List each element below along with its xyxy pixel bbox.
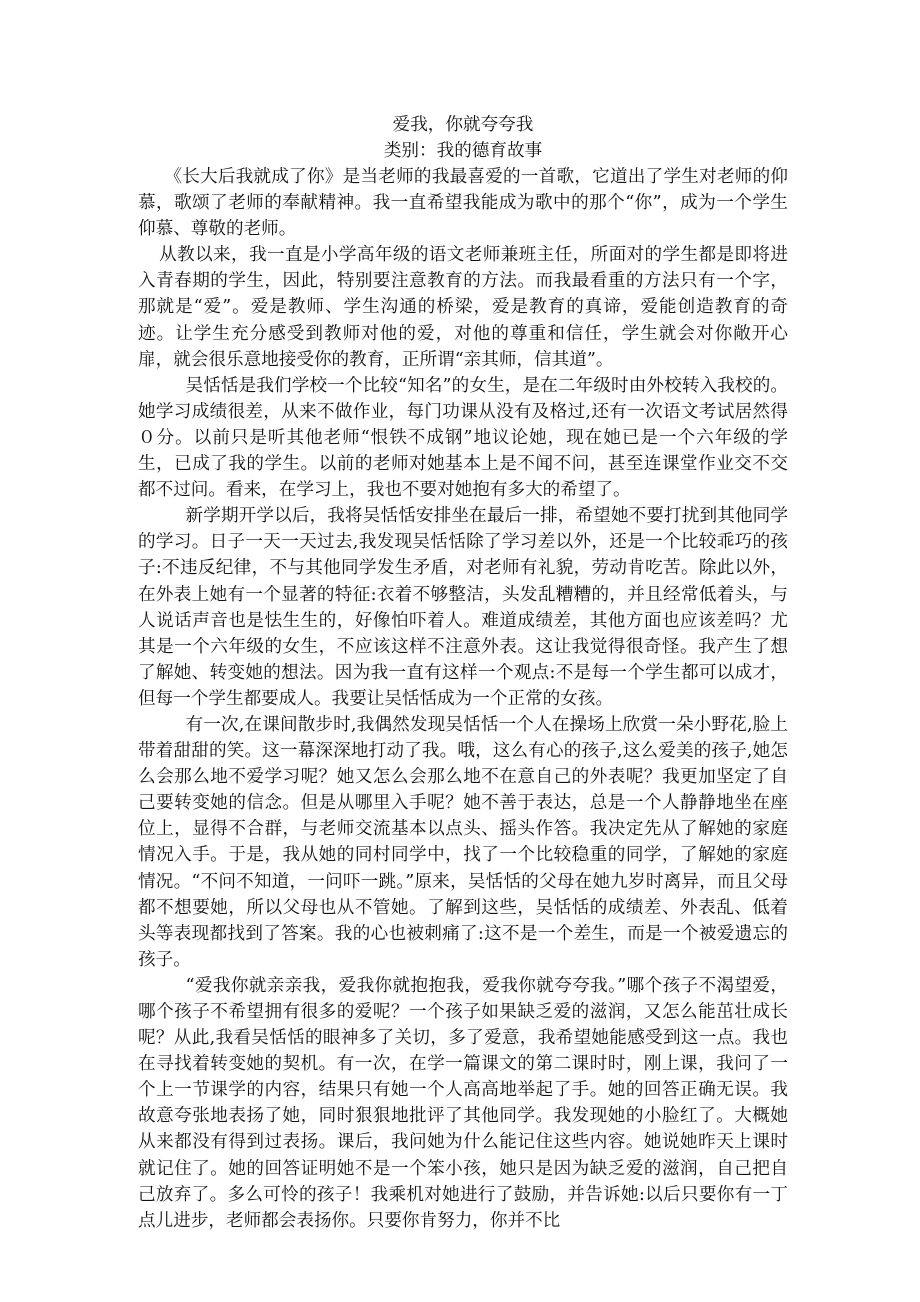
document-page — [138, 112, 788, 1234]
paragraph: 从教以来，我一直是小学高年级的语文老师兼班主任，所面对的学生都是即将进入青春期的学生，因此，特别要注意教育的方法。而我最看重的方法只有一个字，那就是“爱”。爱是教师、学生沟通的桥梁，爱是教育的真谛，爱能创造教育的奇迹。让学生充分感受到教师对他的爱，对他的尊重和信任，学生就会对你敞开心扉，就会很乐意地接受你的教育，正所谓“亲其师，信其道”。 — [138, 245, 788, 370]
document-title: 爱我，你就夸夸我 — [392, 115, 534, 135]
paragraph: 吴恬恬是我们学校一个比较“知名”的女生，是在二年级时由外校转入我校的。她学习成绩很差，从来不做作业，每门功课从没有及格过,还有一次语文考试居然得０分。以前只是听其他老师“恨铁不成钢”地议论她，现在她已是一个六年级的学生，已成了我的学生。以前的老师对她基本上是不闻不问，甚至连课堂作业交不交都不过问。看来，在学习上，我也不要对她抱有多大的希望了。 — [138, 375, 788, 501]
paragraph: 《长大后我就成了你》是当老师的我最喜爱的一首歌，它道出了学生对老师的仰慕，歌颂了老师的奉献精神。我一直希望我能成为歌中的那个“你”，成为一个学生仰慕、尊敬的老师。 — [138, 167, 788, 240]
paragraph: 新学期开学以后，我将吴恬恬安排坐在最后一排，希望她不要打扰到其他同学的学习。日子一天一天过去,我发现吴恬恬除了学习差以外，还是一个比较乖巧的孩子:不违反纪律，不与其他同学发生矛盾，对老师有礼貌，劳动肯吃苦。除此以外，在外表上她有一个显著的特征:衣着不够整洁，头发乱糟糟的，并且经常低着头，与人说话声音也是怯生生的，好像怕吓着人。难道成绩差，其他方面也应该差吗？尤其是一个六年级的女生，不应该这样不注意外表。这让我觉得很奇怪。我产生了想了解她、转变她的想法。因为我一直有这样一个观点:不是每一个学生都可以成才，但每一个学生都要成人。我要让吴恬恬成为一个正常的女孩。 — [138, 506, 788, 709]
paragraph: 有一次,在课间散步时,我偶然发现吴恬恬一个人在操场上欣赏一朵小野花,脸上带着甜甜的笑。这一幕深深地打动了我。哦，这么有心的孩子,这么爱美的孩子,她怎么会那么地不爱学习呢？她又怎么会那么地不在意自己的外表呢？我更加坚定了自己要转变她的信念。但是从哪里入手呢？她不善于表达，总是一个人静静地坐在座位上，显得不合群，与老师交流基本以点头、摇头作答。我决定先从了解她的家庭情况入手。于是，我从她的同村同学中，找了一个比较稳重的同学，了解她的家庭情况。“不问不知道，一问吓一跳。”原来，吴恬恬的父母在她九岁时离异，而且父母都不想要她，所以父母也从不管她。了解到这些，吴恬恬的成绩差、外表乱、低着头等表现都找到了答案。我的心也被刺痛了:这不是一个差生，而是一个被爱遗忘的孩子。 — [138, 714, 788, 970]
paragraph: “爱我你就亲亲我，爱我你就抱抱我，爱我你就夸夸我。”哪个孩子不渴望爱，哪个孩子不希望拥有很多的爱呢？一个孩子如果缺乏爱的滋润，又怎么能茁壮成长呢？从此,我看吴恬恬的眼神多了关切，多了爱意，我希望她能感受到这一点。我也在寻找着转变她的契机。有一次，在学一篇课文的第二课时时，刚上课，我问了一个上一节课学的内容，结果只有她一个人高高地举起了手。她的回答正确无误。我故意夸张地表扬了她，同时狠狠地批评了其他同学。我发现她的小脸红了。大概她从来都没有得到过表扬。课后，我问她为什么能记住这些内容。她说她昨天上课时就记住了。她的回答证明她不是一个笨小孩，她只是因为缺乏爱的滋润，自己把自己放弃了。多么可怜的孩子！我乘机对她进行了鼓励，并告诉她:以后只要你有一丁点儿进步，老师都会表扬你。只要你肯努力，你并不比 — [138, 975, 788, 1231]
document-category: 类别：我的德育故事 — [383, 141, 543, 161]
